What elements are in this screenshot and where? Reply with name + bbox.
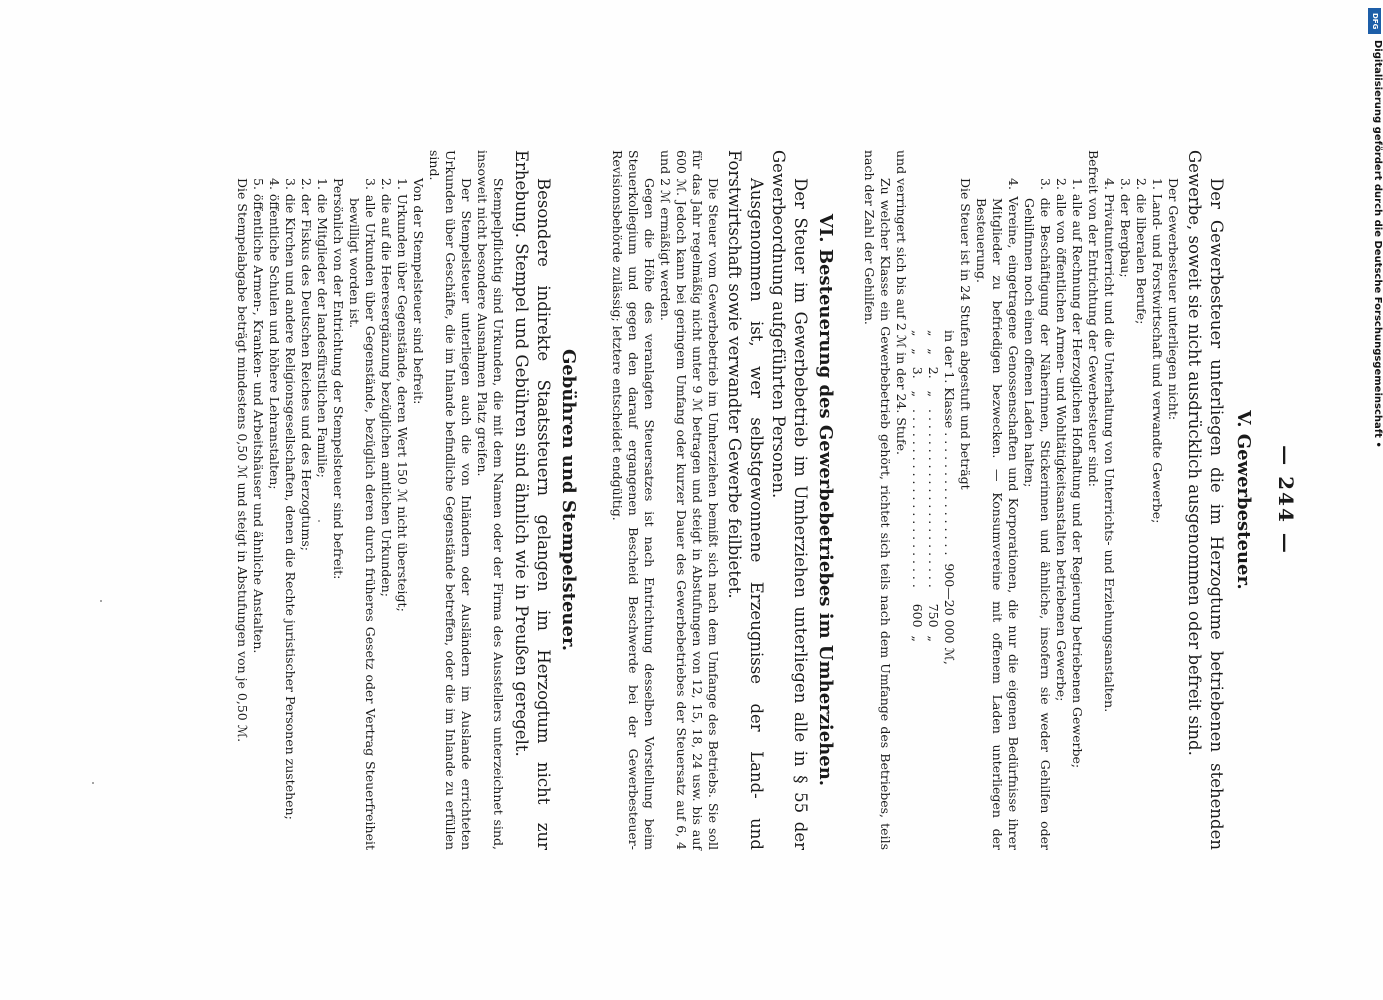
list-item: 3. der Bergbau;	[1118, 178, 1134, 278]
paragraph: Ausgenommen ist, wer selbstgewonnene Erzeugnisse der Land- und Forstwirtschaft sowie verwandter Gewerbe feilbietet.	[725, 150, 767, 850]
list-item: 3. die Beschäftigung der Näherinnen, Stickerinnen und ähnliche, insofern sie weder Gehilfen oder Gehilfinnen noch einen offenen Laden halten;	[1022, 178, 1054, 850]
list-item: 2. alle von öffentlichen Armen- und Wohltätigkeitsanstalten betriebenen Gewerbe;	[1054, 178, 1070, 702]
paragraph: Der Stempelsteuer unterliegen auch die von Inländern oder Ausländern im Auslande errichteten Urkunden über Geschäfte, die im Inlande befindliche Gegenstände betreffen, oder die im Inlande zu erfüllen sind.	[427, 150, 475, 850]
section-stempelsteuer	[235, 150, 579, 850]
paragraph: Die Steuer ist in 24 Stufen abgestuft und beträgt	[958, 178, 974, 490]
list-item: 4. Vereine, eingetragene Genossenschaften und Korporationen, die nur die eigenen Bedürfnisse ihrer Mitglieder zu befriedigen bezwecken. — Konsumvereine mit offenem Laden unterliegen der Besteuerung.	[974, 178, 1022, 850]
digitization-credit: Digitalisierung gefördert durch die Deutsche Forschungsgemeinschaft •	[1372, 40, 1383, 448]
paragraph: Der Gewerbesteuer unterliegen die im Herzogtume betriebenen stehenden Gewerbe, soweit sie nicht ausdrücklich ausgenommen oder befreit sind.	[1185, 150, 1227, 850]
section-title: Gebühren und Stempelsteuer.	[558, 348, 579, 652]
list-heading: Persönlich von der Entrichtung der Stempelsteuer sind befreit:	[331, 178, 347, 580]
list-item: 5. öffentliche Armen-, Kranken- und Arbeitshäuser und ähnliche Anstalten.	[251, 178, 267, 654]
class-row: in der 1. Klasse . . . . . . . . . . . . . . . . 900—20 000 ℳ,	[942, 330, 958, 665]
paragraph: Gegen die Höhe des veranlagten Steuersatzes ist nach Entrichtung desselben Vorstellung beim Steuerkollegium und gegen den darauf ergangenen Bescheid Beschwerde bei der Gewerbesteuer-Revisionsbehörde zulässig; letztere entscheidet endgültig.	[610, 150, 658, 850]
list-item: 1. Land- und Forstwirtschaft und verwandte Gewerbe;	[1150, 178, 1166, 524]
list-heading: Befreit von der Entrichtung der Gewerbesteuer sind:	[1086, 150, 1102, 487]
list-item: 1. die Mitglieder der landesfürstlichen Familie;	[315, 178, 331, 478]
paragraph: Besondere indirekte Staatssteuern gelangen im Herzogtum nicht zur Erhebung. Stempel und Gebühren sind ähnlich wie in Preußen geregelt.	[512, 150, 554, 850]
list-item: 3. alle Urkunden über Gegenstände, bezüglich deren durch früheres Gesetz oder Vertrag Steuerfreiheit bewilligt worden ist.	[347, 178, 379, 850]
paragraph: Die Steuer vom Gewerbebetrieb im Umherziehen bemißt sich nach dem Umfange des Betriebs. Sie soll für das Jahr regelmäßig nicht unter 9 ℳ betragen und steigt in Abstufungen von 12, 15, 18, 24 usw. bis auf 600 ℳ. Jedoch kann bei geringem Umfang oder kurzer Dauer des Gewerbebetriebes der Steuersatz auf 6, 4 und 2 ℳ ermäßigt werden.	[658, 150, 722, 850]
paragraph: Zu welcher Klasse ein Gewerbebetrieb gehört, richtet sich teils nach dem Umfange des Betriebes, teils nach der Zahl der Gehilfen.	[862, 150, 894, 850]
list-item: 1. Urkunden über Gegenstände, deren Wert 150 ℳ nicht übersteigt;	[395, 178, 411, 612]
list-item: 3. die Kirchen und andere Religionsgesellschaften, denen die Rechte juristischer Personen zustehen;	[283, 178, 299, 820]
list-item: 2. der Fiskus des Deutschen Reiches und des Herzogtums;	[299, 178, 315, 551]
list-heading: Von der Stempelsteuer sind befreit:	[411, 178, 427, 405]
section-gewerbesteuer	[862, 150, 1254, 850]
list-item: 1. alle auf Rechnung der Herzoglichen Hofhaltung und der Regierung betriebenen Gewerbe;	[1070, 178, 1086, 769]
list-item: 4. Privatunterricht und die Unterhaltung von Unterrichts- und Erziehungsanstalten.	[1102, 178, 1118, 713]
list-item: 2. die auf die Heeresergänzung bezüglichen amtlichen Urkunden;	[379, 178, 395, 597]
paragraph: Der Steuer im Gewerbebetrieb im Umherziehen unterliegen alle in § 55 der Gewerbeordnung aufgeführten Personen.	[769, 150, 811, 850]
class-row: „ „ 2. „ . . . . . . . . . . . . . . . . . . . . . . . 750 „	[926, 330, 942, 643]
list-item: 2. die liberalen Berufe;	[1134, 178, 1150, 325]
paragraph: und verringert sich bis auf 2 ℳ in der 24. Stufe.	[894, 150, 910, 455]
list-item: 4. öffentliche Schulen und höhere Lehranstalten;	[267, 178, 283, 490]
list-heading: Der Gewerbesteuer unterliegen nicht:	[1166, 178, 1182, 421]
dfg-logo: DFG	[1368, 8, 1381, 34]
section-title: V. Gewerbesteuer.	[1233, 410, 1254, 590]
paragraph: Stempelpflichtig sind Urkunden, die mit dem Namen oder der Firma des Ausstellers unterzeichnet sind, insoweit nicht besondere Ausnahmen Platz greifen.	[475, 150, 507, 850]
section-title: VI. Besteuerung des Gewerbebetriebes im Umherziehen.	[815, 213, 836, 787]
section-umherziehen	[610, 150, 836, 850]
class-row: „ „ 3. „ . . . . . . . . . . . . . . . . . . . . . . . 600 „	[910, 330, 926, 643]
page-number: — 244 —	[1274, 445, 1298, 555]
paragraph: Die Stempelabgabe beträgt mindestens 0,50 ℳ und steigt in Abstufungen von je 0,50 ℳ.	[235, 178, 251, 743]
